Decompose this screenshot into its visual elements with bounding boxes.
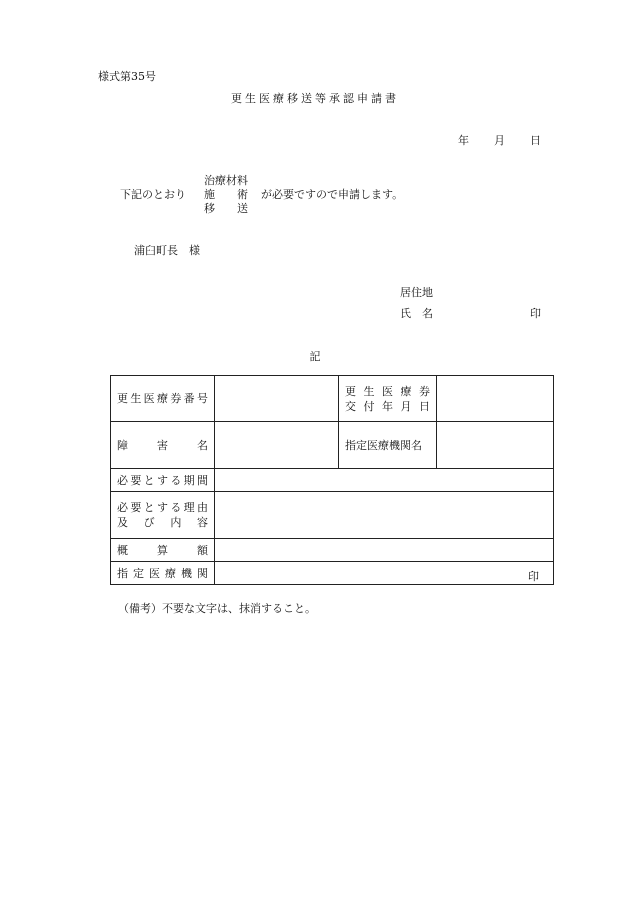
- label-issue-date: 交 付 年 月 日: [345, 399, 430, 413]
- ki-heading: 記: [309, 350, 321, 363]
- address-label: 居住地: [400, 286, 433, 299]
- label-ticket: 更 生 医 療 券: [345, 384, 430, 398]
- application-table: [110, 375, 554, 585]
- statement-suffix: が必要ですので申請します。: [261, 188, 404, 201]
- label-period: 必 要 と す る 期 間: [117, 473, 208, 487]
- cell-label-ticket-number: [111, 376, 215, 422]
- institution-seal-mark: 印: [528, 569, 539, 583]
- option-procedure: 施 術: [204, 188, 248, 201]
- cell-value-designated-institution[interactable]: [215, 562, 554, 585]
- date-year-label: 年: [458, 134, 469, 147]
- cell-label-estimated-amount: [111, 539, 215, 562]
- label-disability: 障 害 名: [117, 438, 208, 452]
- cell-value-issue-date[interactable]: [437, 376, 554, 422]
- table-row: [111, 539, 554, 562]
- cell-value-estimated-amount[interactable]: [215, 539, 554, 562]
- option-transport: 移 送: [204, 202, 248, 215]
- date-line: [458, 132, 541, 148]
- option-treatment-materials: 治療材料: [204, 174, 248, 187]
- cell-value-disability[interactable]: [215, 422, 339, 469]
- cell-label-reason: [111, 492, 215, 539]
- addressee: 浦臼町長 様: [134, 244, 200, 257]
- cell-label-issue-date: [339, 376, 437, 422]
- cell-value-period[interactable]: [215, 469, 554, 492]
- label-designated-institution: 指 定 医 療 機 関: [117, 566, 208, 580]
- cell-label-designated-institution: [111, 562, 215, 585]
- label-ticket-number: 更 生 医 療 券 番 号: [117, 392, 208, 405]
- table-row: [111, 469, 554, 492]
- cell-value-designated-institution-name[interactable]: [437, 422, 554, 469]
- table-row: [111, 376, 554, 422]
- cell-label-designated-institution-name: [339, 422, 437, 469]
- remarks-note: （備考）不要な文字は、抹消すること。: [118, 602, 316, 615]
- table-row: [111, 562, 554, 585]
- label-designated-institution-name: 指定医療機関名: [345, 438, 422, 452]
- cell-value-ticket-number[interactable]: [215, 376, 339, 422]
- label-reason-line2: 及 び 内 容: [117, 516, 208, 529]
- table-row: [111, 422, 554, 469]
- table-row: [111, 492, 554, 539]
- form-number: 様式第35号: [98, 70, 156, 83]
- applicant-seal-mark: 印: [530, 307, 541, 320]
- cell-label-disability: [111, 422, 215, 469]
- document-title: 更生医療移送等承認申請書: [231, 92, 399, 105]
- date-day-label: 日: [530, 134, 541, 147]
- label-estimated-amount: 概 算 額: [117, 543, 208, 557]
- cell-label-period: [111, 469, 215, 492]
- cell-value-reason[interactable]: [215, 492, 554, 539]
- date-month-label: 月: [494, 134, 505, 147]
- name-label: 氏 名: [400, 307, 433, 320]
- statement-prefix: 下記のとおり: [120, 188, 186, 201]
- label-reason: 必 要 と す る 理 由: [117, 501, 208, 514]
